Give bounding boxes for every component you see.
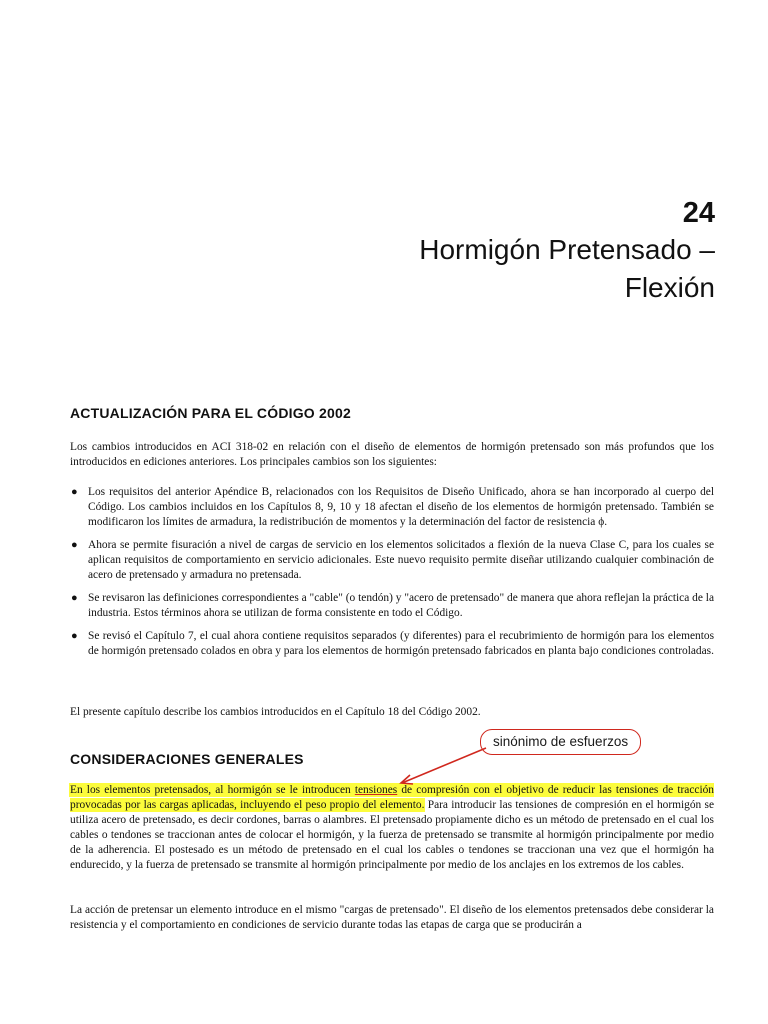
annotated-word: tensiones	[354, 784, 398, 796]
bullet-item	[70, 629, 714, 659]
update-section-heading: ACTUALIZACIÓN PARA EL CÓDIGO 2002	[70, 405, 351, 421]
bullet-text: Ahora se permite fisuración a nivel de cargas de servicio en los elementos solicitados a flexión de la nueva Clase C, para los cuales se aplican requisitos de comportamiento en servicio adicionales. Este nuevo requisito permite diseñar utilizando cualquier combinación de acero de pretensado y armadura no pretensada.	[88, 539, 714, 581]
bullet-text: Los requisitos del anterior Apéndice B, relacionados con los Requisitos de Diseño Unificado, ahora se han incorporado al cuerpo del Código. Los cambios incluidos en los Capítulos 8, 9, 10 y 18 afectan el diseño de los elementos de hormigón pretensado. También se modificaron los límites de armadura, la redistribución de momentos y la determinación del factor de resistencia ϕ.	[88, 486, 714, 528]
bullet-dot-icon: ●	[71, 539, 78, 551]
changes-bullet-list	[70, 485, 714, 667]
general-section-heading: CONSIDERACIONES GENERALES	[70, 751, 304, 767]
general-paragraph-1-rest: Para introducir las tensiones de compresión en el hormigón se utiliza acero de pretensado, es decir cordones, barras o alambres. El pretensado propiamente dicho es un método de pretensado en el cual los cables o tendones se traccionan antes de colocar el hormigón, y la fuerza de pretensado se transmite al hormigón principalmente por medio de la adherencia. El postesado es un método de pretensado en el cual los cables o tendones se traccionan una vez que el hormigón ha endurecido, y la fuerza de pretensado se transmite al hormigón principalmente por medio de los anclajes en los extremos de los cables.	[70, 799, 714, 871]
bullet-item	[70, 591, 714, 621]
bullet-dot-icon: ●	[71, 630, 78, 642]
bullet-text: Se revisó el Capítulo 7, el cual ahora contiene requisitos separados (y diferentes) para el recubrimiento de hormigón para los elementos de hormigón pretensado colados en obra y para los elementos de hormigón pretensado fabricados en planta bajo condiciones controladas.	[88, 630, 714, 657]
chapter-title	[295, 231, 715, 307]
chapter-title-line-2: Flexión	[624, 272, 715, 303]
bullet-item	[70, 538, 714, 583]
update-closing-paragraph: El presente capítulo describe los cambios introducidos en el Capítulo 18 del Código 2002.	[70, 706, 481, 718]
bullet-dot-icon: ●	[71, 592, 78, 604]
general-paragraph-1	[70, 783, 714, 873]
chapter-number: 24	[682, 197, 715, 229]
bullet-item	[70, 485, 714, 530]
highlighted-text: En los elementos pretensados, al hormigón se le introducen tensiones de compresión con el objetivo de reducir las tensiones de tracción provocadas por las cargas aplicadas, incluyendo el peso propio del elemento.	[70, 784, 714, 811]
chapter-title-line-1: Hormigón Pretensado –	[419, 234, 715, 265]
general-paragraph-2: La acción de pretensar un elemento introduce en el mismo "cargas de pretensado". El diseño de los elementos pretensados debe considerar la resistencia y el comportamiento en condiciones de servicio durante todas las etapas de carga que se producirán a	[70, 904, 714, 931]
bullet-text: Se revisaron las definiciones correspondientes a "cable" (o tendón) y "acero de pretensado" de manera que ahora reflejan la práctica de la industria. Estos términos ahora se utilizan de forma consistente en todo el Código.	[88, 592, 714, 619]
annotation-callout: sinónimo de esfuerzos	[480, 729, 641, 755]
bullet-dot-icon: ●	[71, 486, 78, 498]
update-intro-paragraph: Los cambios introducidos en ACI 318-02 en relación con el diseño de elementos de hormigón pretensado son más profundos que los introducidos en ediciones anteriores. Los principales cambios son los siguientes:	[70, 441, 714, 468]
